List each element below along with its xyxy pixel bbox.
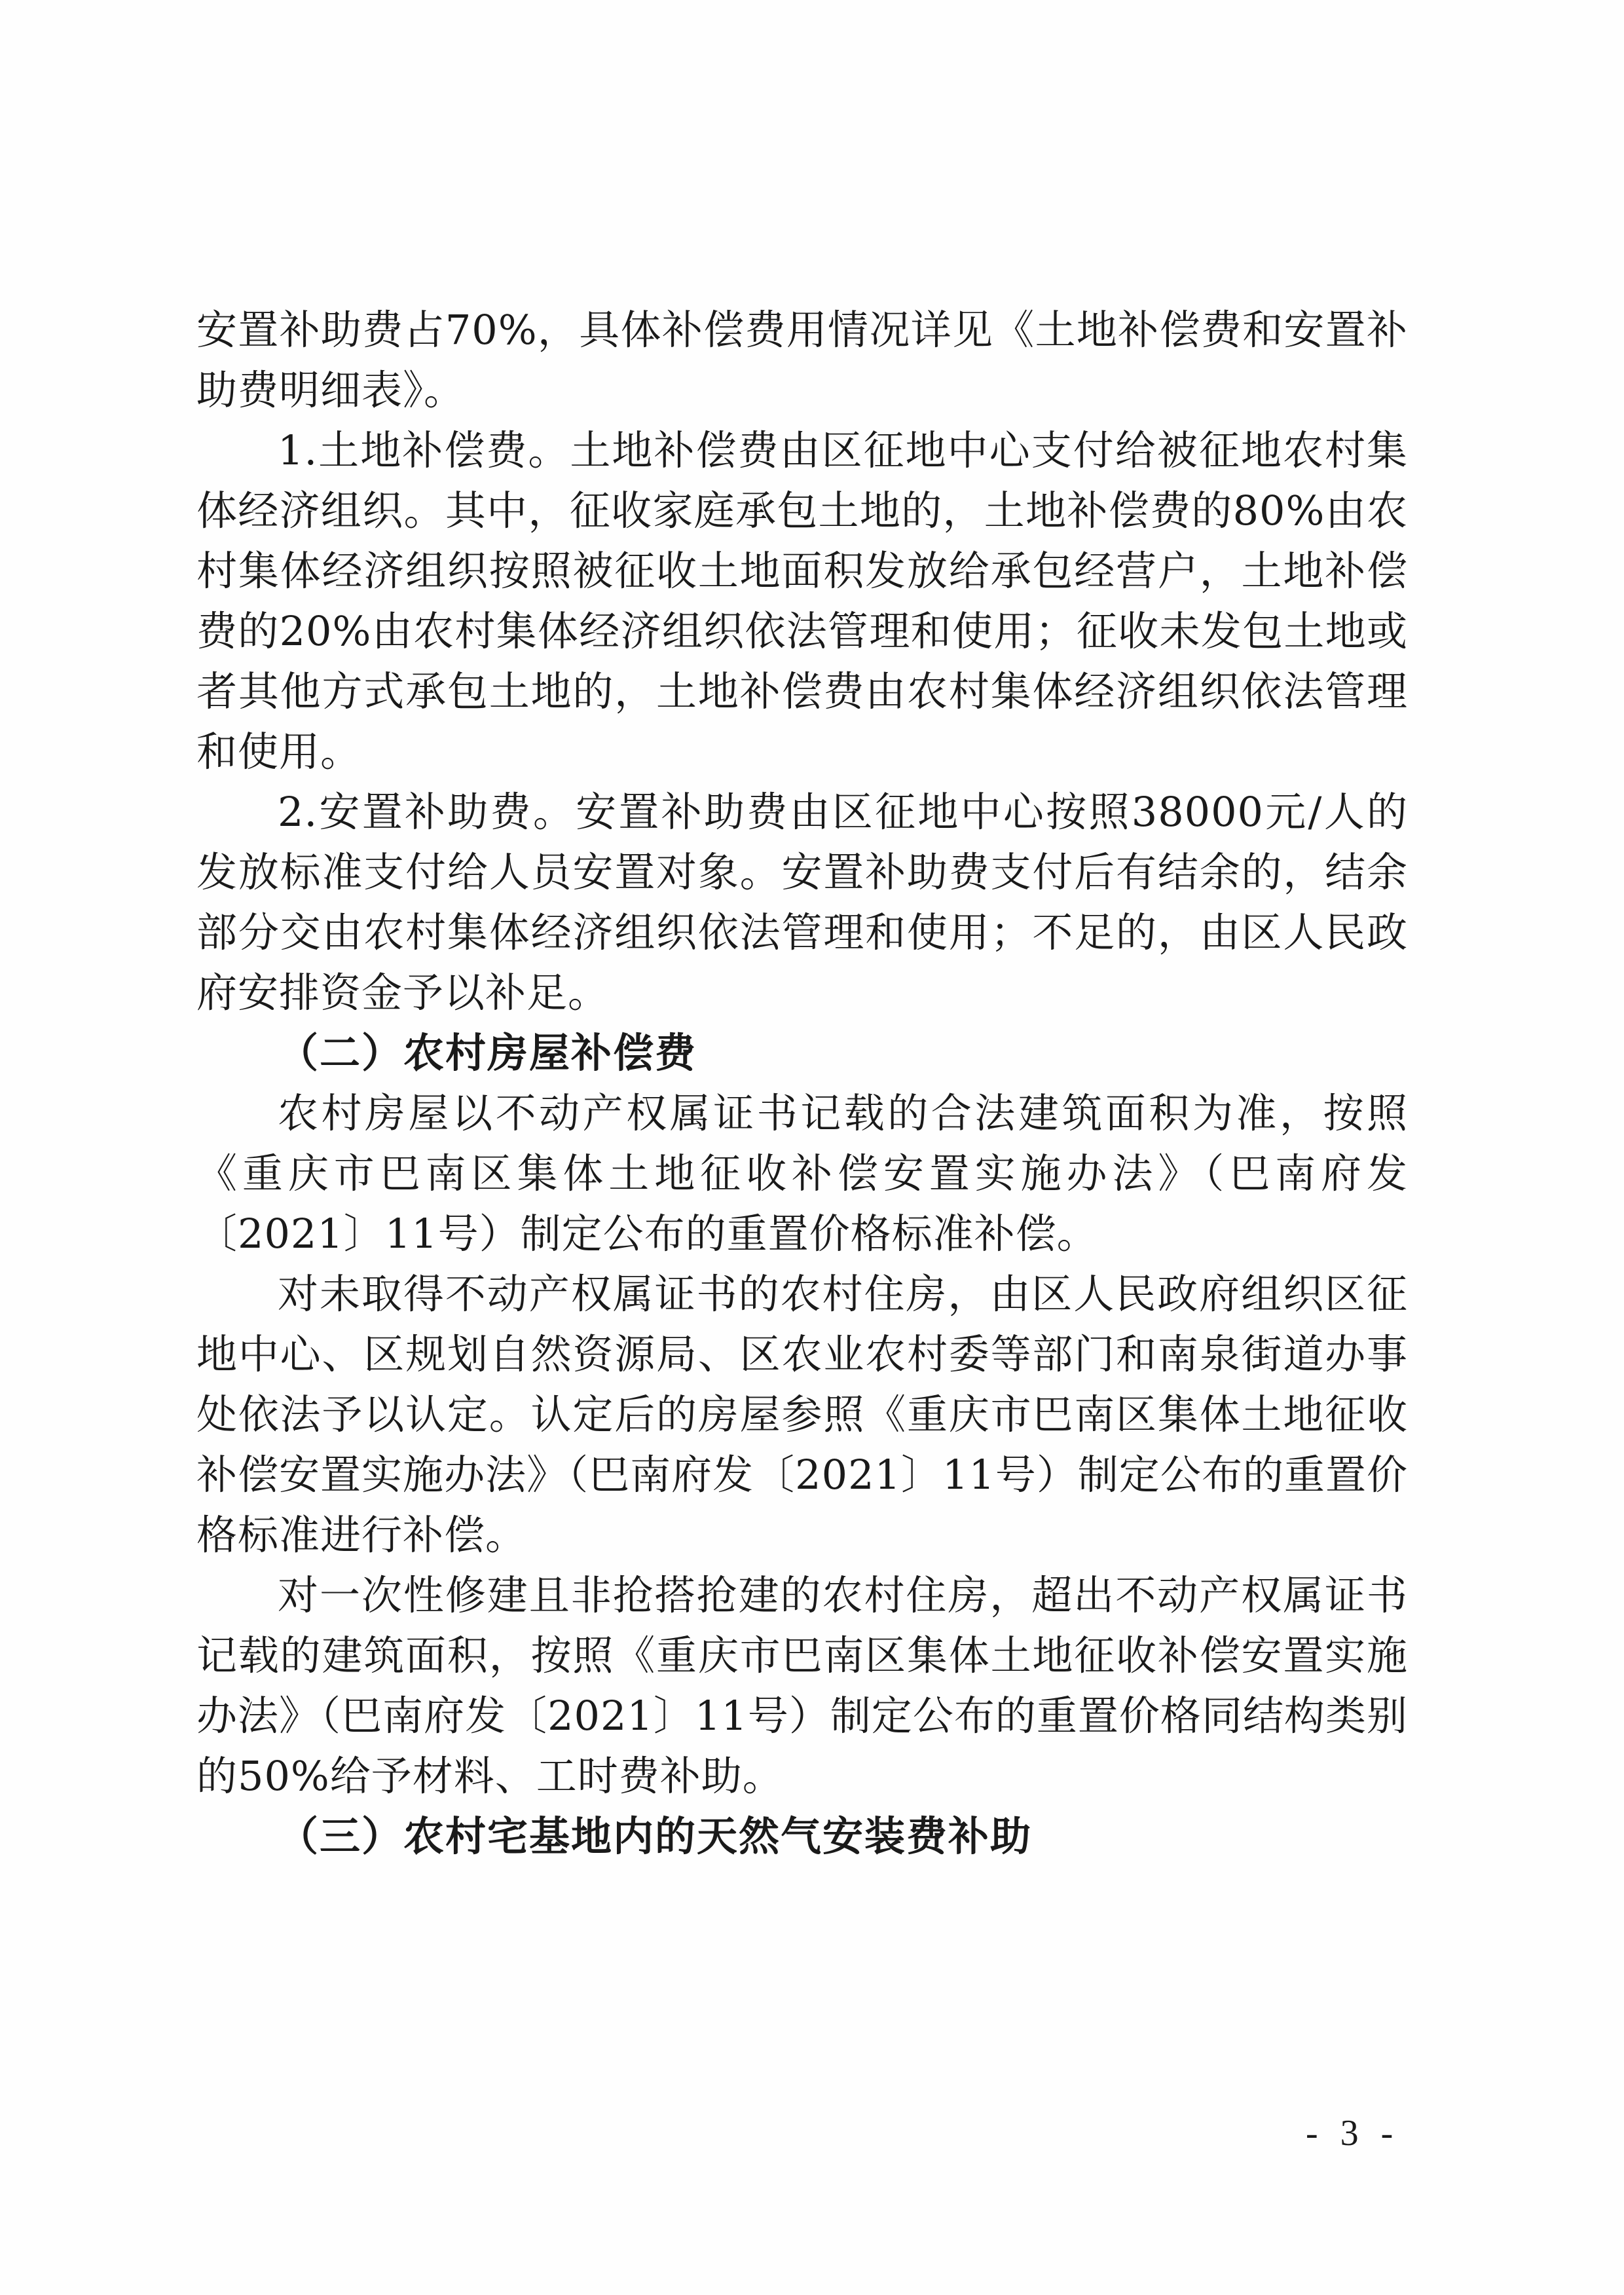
paragraph-placement-subsidy: 2.安置补助费。安置补助费由区征地中心按照38000元/人的发放标准支付给人员安置对象。安置补助费支付后有结余的，结余部分交由农村集体经济组织依法管理和使用；不足的，由区人民政府安排资金予以补足。 bbox=[196, 788, 1408, 1017]
paragraph-placement-subsidy-ratio: 安置补助费占70%，具体补偿费用情况详见《土地补偿费和安置补助费明细表》。 bbox=[196, 306, 1408, 414]
section-heading-gas-installation: （三）农村宅基地内的天然气安装费补助 bbox=[278, 1812, 1033, 1860]
document-body bbox=[196, 300, 1408, 1867]
paragraph-housing-certified: 农村房屋以不动产权属证书记载的合法建筑面积为准，按照《重庆市巴南区集体土地征收补偿安置实施办法》（巴南府发〔2021〕11号）制定公布的重置价格标准补偿。 bbox=[196, 1089, 1408, 1258]
paragraph-land-compensation: 1.土地补偿费。土地补偿费由区征地中心支付给被征地农村集体经济组织。其中，征收家庭承包土地的，土地补偿费的80%由农村集体经济组织按照被征收土地面积发放给承包经营户，土地补偿费的20%由农村集体经济组织依法管理和使用；征收未发包土地或者其他方式承包土地的，土地补偿费由农村集体经济组织依法管理和使用。 bbox=[196, 426, 1408, 775]
paragraph-housing-uncertified: 对未取得不动产权属证书的农村住房，由区人民政府组织区征地中心、区规划自然资源局、区农业农村委等部门和南泉街道办事处依法予以认定。认定后的房屋参照《重庆市巴南区集体土地征收补偿安置实施办法》（巴南府发〔2021〕11号）制定公布的重置价格标准进行补偿。 bbox=[196, 1270, 1408, 1559]
section-heading-rural-housing: （二）农村房屋补偿费 bbox=[278, 1029, 697, 1077]
paragraph-housing-excess-area: 对一次性修建且非抢搭抢建的农村住房，超出不动产权属证书记载的建筑面积，按照《重庆市巴南区集体土地征收补偿安置实施办法》（巴南府发〔2021〕11号）制定公布的重置价格同结构类别的50%给予材料、工时费补助。 bbox=[196, 1571, 1408, 1800]
page-number: - 3 - bbox=[1306, 2113, 1400, 2154]
